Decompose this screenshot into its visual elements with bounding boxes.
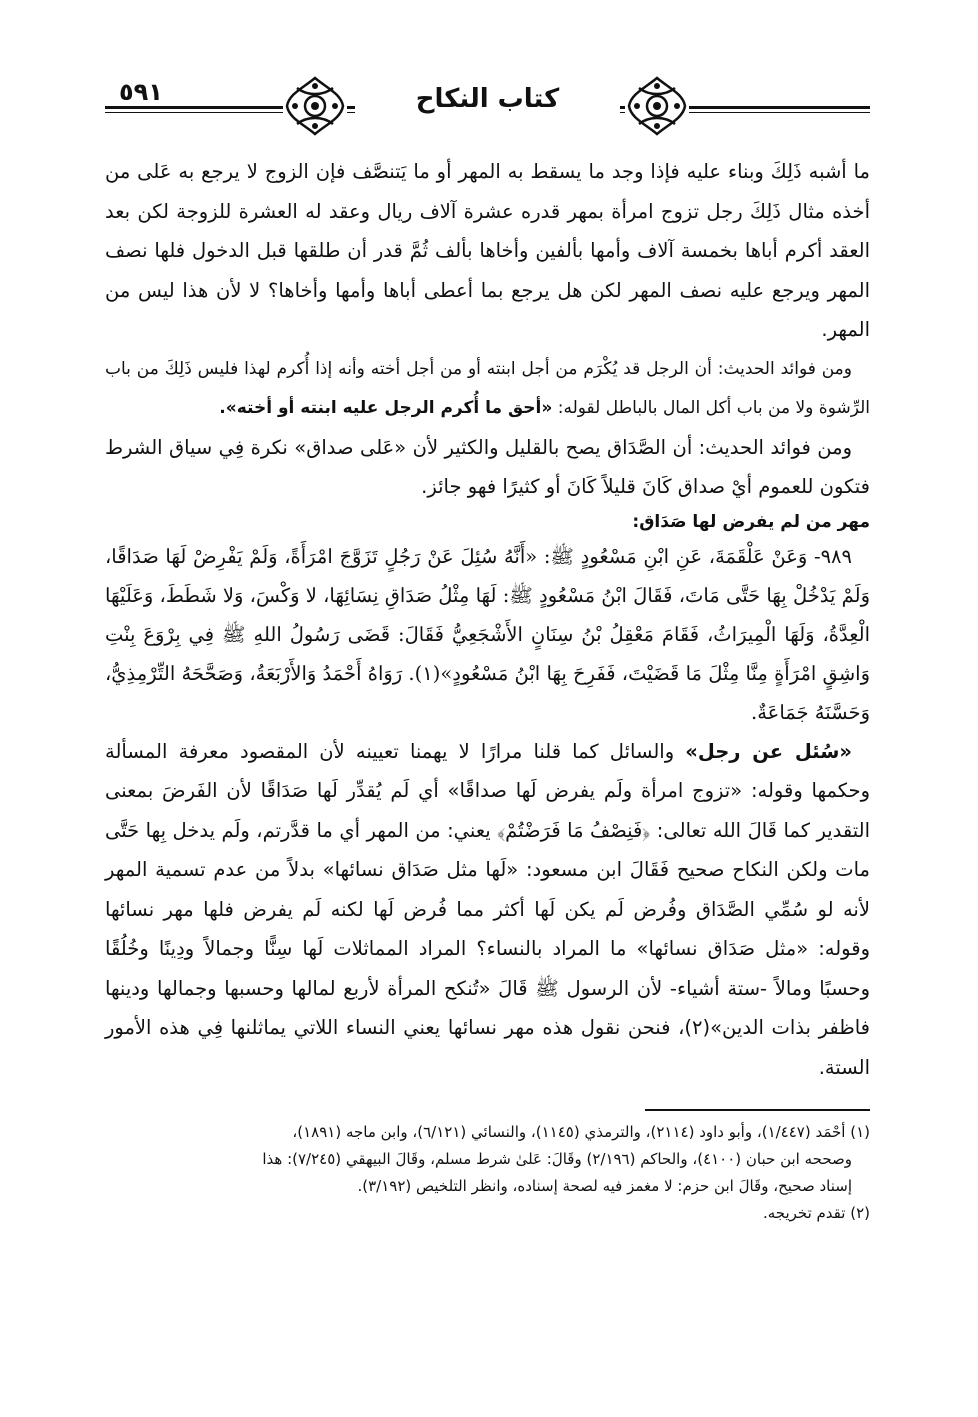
- page-header: [105, 70, 870, 148]
- section-heading: مهر من لم يفرض لها صَدَاق:: [632, 511, 870, 532]
- footnote-2: (٢) تقدم تخريجه.: [762, 1204, 870, 1222]
- hadith-text: ٩٨٩- وَعَنْ عَلْقَمَةَ، عَنِ ابْنِ مَسْعُودٍ ﷺ: «أَنَّهُ سُئِلَ عَنْ رَجُلٍ تَزَوَّجَ امْرَأَةً، وَلَمْ يَفْرِضْ لَهَا صَدَاقًا، وَلَمْ يَدْخُلْ بِهَا حَتَّى مَاتَ، فَقَالَ ابْنُ مَسْعُودٍ ﷺ: لَهَا مِثْلُ صَدَاقِ نِسَائِهَا، لا وَكْسَ، وَلا شَطَطَ، وَعَلَيْهَا الْعِدَّةُ، وَلَهَا الْمِيرَاثُ، فَقَامَ مَعْقِلُ بْنُ سِنَانٍ الأَشْجَعِيُّ فَقَالَ: قَضَى رَسُولُ اللهِ ﷺ فِي بِرْوَعَ بِنْتِ وَاشِقٍ امْرَأَةٍ مِنَّا مِثْلَ مَا قَضَيْتَ، فَفَرِحَ بِهَا ابْنُ مَسْعُودٍ»(١). رَوَاهُ أَحْمَدُ وَالأَرْبَعَةُ، وَصَحَّحَهُ التِّرْمِذِيُّ، وَحَسَّنَهُ جَمَاعَةٌ.: [105, 544, 870, 724]
- paragraph-2-quote: «أحق ما أُكرم الرجل عليه ابنته أو أخته».: [219, 397, 553, 418]
- paragraph-3: ومن فوائد الحديث: أن الصَّدَاق يصح بالقليل والكثير لأن «عَلى صداق» نكرة فِي سياق الشرط فتكون للعموم أيْ صداق كَانَ قليلاً كَانَ أو كثيرًا فهو جائز.: [105, 435, 870, 498]
- paragraph-1: ما أشبه ذَلِكَ وبناء عليه فإذا وجد ما يسقط به المهر أو ما يَتنصَّف فإن الزوج لا يرجع به عَلى من أخذه مثال ذَلِكَ رجل تزوج امرأة بمهر قدره عشرة آلاف ريال وعقد له العشرة للزوجة لكن بعد العقد أكرم أباها بخمسة آلاف وأمها بألفين وأخاها بألف ثُمَّ قدر أن طلقها قبل الدخول فلها نصف المهر ويرجع عليه نصف المهر لكن هل يرجع بما أعطى أباها وأمها وأخاها؟ لا لأن هذا ليس من المهر.: [105, 160, 870, 341]
- footnote-1-line-2: وصححه ابن حبان (٤١٠٠)، والحاكم (٢/١٩٦) وقَالَ: عَلىٰ شرط مسلم، وقَالَ البيهقي (٧/٢٤٥): هذا: [262, 1150, 852, 1168]
- paragraph-2-text: ومن فوائد الحديث: أن الرجل قد يُكْرَم من أجل ابنته أو من أجل أخته وأنه إذا أُكرم لهذا فليس ذَلِكَ من باب الرِّشوة ولا من باب أكل المال بالباطل لقوله:: [105, 358, 870, 418]
- chapter-title: كتاب النكاح: [355, 84, 620, 114]
- right-ornament-icon: [625, 74, 689, 138]
- footnote-separator: [645, 1109, 870, 1111]
- footnote-1-line-1: (١) أحْمَد (١/٤٤٧)، وأبو داود (٢١١٤)، والترمذي (١١٤٥)، والنسائي (٦/١٢١)، وابن ماجه (١٨٩١)،: [292, 1123, 870, 1141]
- page-number: ٥٩١: [113, 78, 169, 106]
- paragraph-2: [105, 350, 870, 428]
- paragraph-4: [105, 732, 870, 1088]
- paragraph-4-text: والسائل كما قلنا مرارًا لا يهمنا تعيينه لأن المقصود معرفة المسألة وحكمها وقوله: «تزوج امرأة ولَم يفرض لَها صداقًا» أي لَم يُقدِّر لَها صَدَاقًا لأن الفَرضَ بمعنى التقدير كما قَالَ الله تعالى: ﴿فَنِصْفُ مَا فَرَضْتُمْ﴾ يعني: من المهر أي ما قدَّرتم، ولَم يدخل بِها حَتَّى مات ولكن النكاح صحيح فَقَالَ ابن مسعود: «لَها مثل صَدَاق نسائها» بدلاً من عدم تسمية المهر لأنه لو سُمِّي الصَّدَاق وفُرض لَم يكن لَها أكثر مما فُرض لَها لكنه لَم يفرض فلها مهر نسائها وقوله: «مثل صَدَاق نسائها» ما المراد بالنساء؟ المراد المماثلات لَها سِنًّا وجمالاً ودِينًا وخُلُقًا وحسبًا ومالاً -ستة أشياء- لأن الرسول ﷺ قَالَ «تُنكح المرأة لأربع لمالها وحسبها وجمالها ودينها فاظفر بذات الدين»(٢)، فنحن نقول هذه مهر نسائها يعني النساء اللاتي يماثلنها فِي هذه الأمور الستة.: [105, 739, 870, 1079]
- book-page: [105, 70, 870, 1227]
- footnotes: [105, 1119, 870, 1227]
- footnote-1-line-3: إسناد صحيح، وقَالَ ابن حزم: لا مغمز فيه لصحة إسناده، وانظر التلخيص (٣/١٩٢).: [357, 1177, 852, 1195]
- left-ornament-icon: [283, 74, 347, 138]
- paragraph-4-quote: «سُئل عن رجل»: [685, 739, 852, 763]
- body-text: [105, 152, 870, 1087]
